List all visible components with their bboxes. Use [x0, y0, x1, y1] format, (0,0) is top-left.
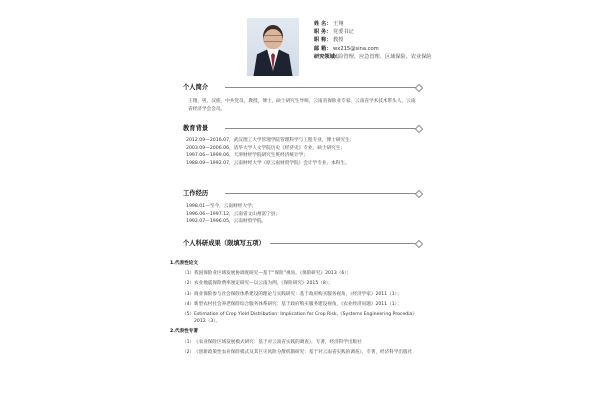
education-rule: [225, 128, 421, 129]
profile-info: [314, 20, 450, 61]
book-number: （1）: [182, 339, 195, 345]
paper-number: （2）: [182, 281, 195, 287]
title-label: 职 称：: [314, 37, 332, 44]
paper-text: 新型农村社会养老保险综合服务体系研究：基于政府购买服务建设视角，《农业经济问题》2011（1）；: [194, 301, 402, 307]
intro-text: 王翔，男，汉族，中共党员，教授，博士，硕士研究生导师，云南省保险业专家，云南省学术技术带头人，云南省经济学会会员。: [188, 99, 416, 112]
email-row: [314, 45, 450, 53]
name-value: 王翔: [333, 21, 344, 27]
paper-item: [182, 311, 430, 325]
email-value: wx215@sina.com: [333, 45, 379, 52]
work-item: 1996.06—1997.12，云南省文山州富宁县；: [186, 211, 281, 217]
paper-number: （4）: [182, 301, 195, 307]
photo-glasses: [264, 35, 282, 42]
education-item: 2003.09—2006.06，清华大学人文学院历史《经济史》专业，硕士研究生；: [186, 145, 346, 151]
education-item: 1988.09—1992.07，云南财经大学（原云南财贸学院）会计学专业，本科生。: [186, 161, 350, 167]
research-field-label: 研究领域：: [314, 53, 340, 60]
paper-item: [182, 291, 430, 298]
research-field-row: [314, 53, 450, 61]
paper-item: [182, 270, 430, 277]
work-item: 1998.01—至今，云南财经大学；: [186, 204, 257, 209]
position-label: 职 务：: [314, 29, 332, 36]
book-text: 《创新政策性农业保险模式及其巨灾风险分散机制研究：基于对云南省实践的调查》，专著，经济科学出版社: [194, 349, 413, 355]
intro-title: 个人简介: [183, 84, 209, 91]
paper-text: 商业保险参与社会保险体系建设的理论与实践研究：基于政府购买服务视角，《经济学家》2011（1）；: [194, 291, 402, 297]
profile-photo: [247, 18, 299, 76]
paper-number: （1）: [182, 271, 195, 277]
research-title: 个人科研成果（限填写五项）: [183, 240, 265, 247]
research-field-value: 风险管理、应急管理、区域保险、农业保险: [333, 53, 432, 60]
education-item: 1997.06—1999.06，天津财经学院研究生班经济统计学；: [186, 153, 308, 159]
paper-number: （3）: [182, 291, 195, 297]
research-rule: [270, 243, 421, 244]
work-title: 工作经历: [183, 190, 209, 197]
intro-rule: [225, 87, 421, 88]
work-list: [186, 203, 421, 226]
paper-text: 我国保险业区域发展协调度研究—基于“保险”视角，《保险研究》2013（6）；: [194, 271, 352, 277]
education-title: 教育背景: [183, 125, 209, 132]
book-item: [182, 339, 430, 346]
work-rule: [225, 193, 421, 194]
email-label: 邮 箱：: [314, 45, 332, 52]
position-row: [314, 28, 450, 36]
paper-number: （5）: [182, 312, 195, 318]
title-row: [314, 36, 450, 44]
paper-text: Estimation of Crop Yield Distribution: Implication for Crop Risk,《Systems Engineering Procedia》2012（3）。: [194, 312, 417, 325]
position-value: 党委书记: [333, 29, 354, 36]
representative-papers-title: 1.代表性论文: [170, 261, 198, 266]
education-list: [186, 137, 421, 168]
book-text: 《农业保险区域发展模式研究：基于对云南省实践的调查》，专著，经济科学出版社: [194, 339, 362, 345]
name-label: 姓 名：: [314, 21, 332, 27]
resume-page: [150, 0, 450, 400]
book-item: [182, 349, 430, 356]
representative-books-title: 2.代表性专著: [170, 329, 198, 335]
name-row: [314, 20, 450, 28]
paper-item: [182, 280, 430, 287]
work-item: 1992.07—1996.05，云南财贸学院。: [186, 219, 267, 225]
paper-text: 农业地震保险费率厘定研究—以云南为例，《保险研究》2015（8）；: [194, 281, 333, 287]
book-number: （2）: [182, 349, 195, 355]
education-item: 2012.09—2016.07，武汉理工大学管理学院管理科学与工程专业，博士研究生；: [186, 138, 355, 143]
paper-item: [182, 301, 430, 308]
research-content: [170, 260, 430, 356]
title-value: 教授: [333, 37, 344, 44]
